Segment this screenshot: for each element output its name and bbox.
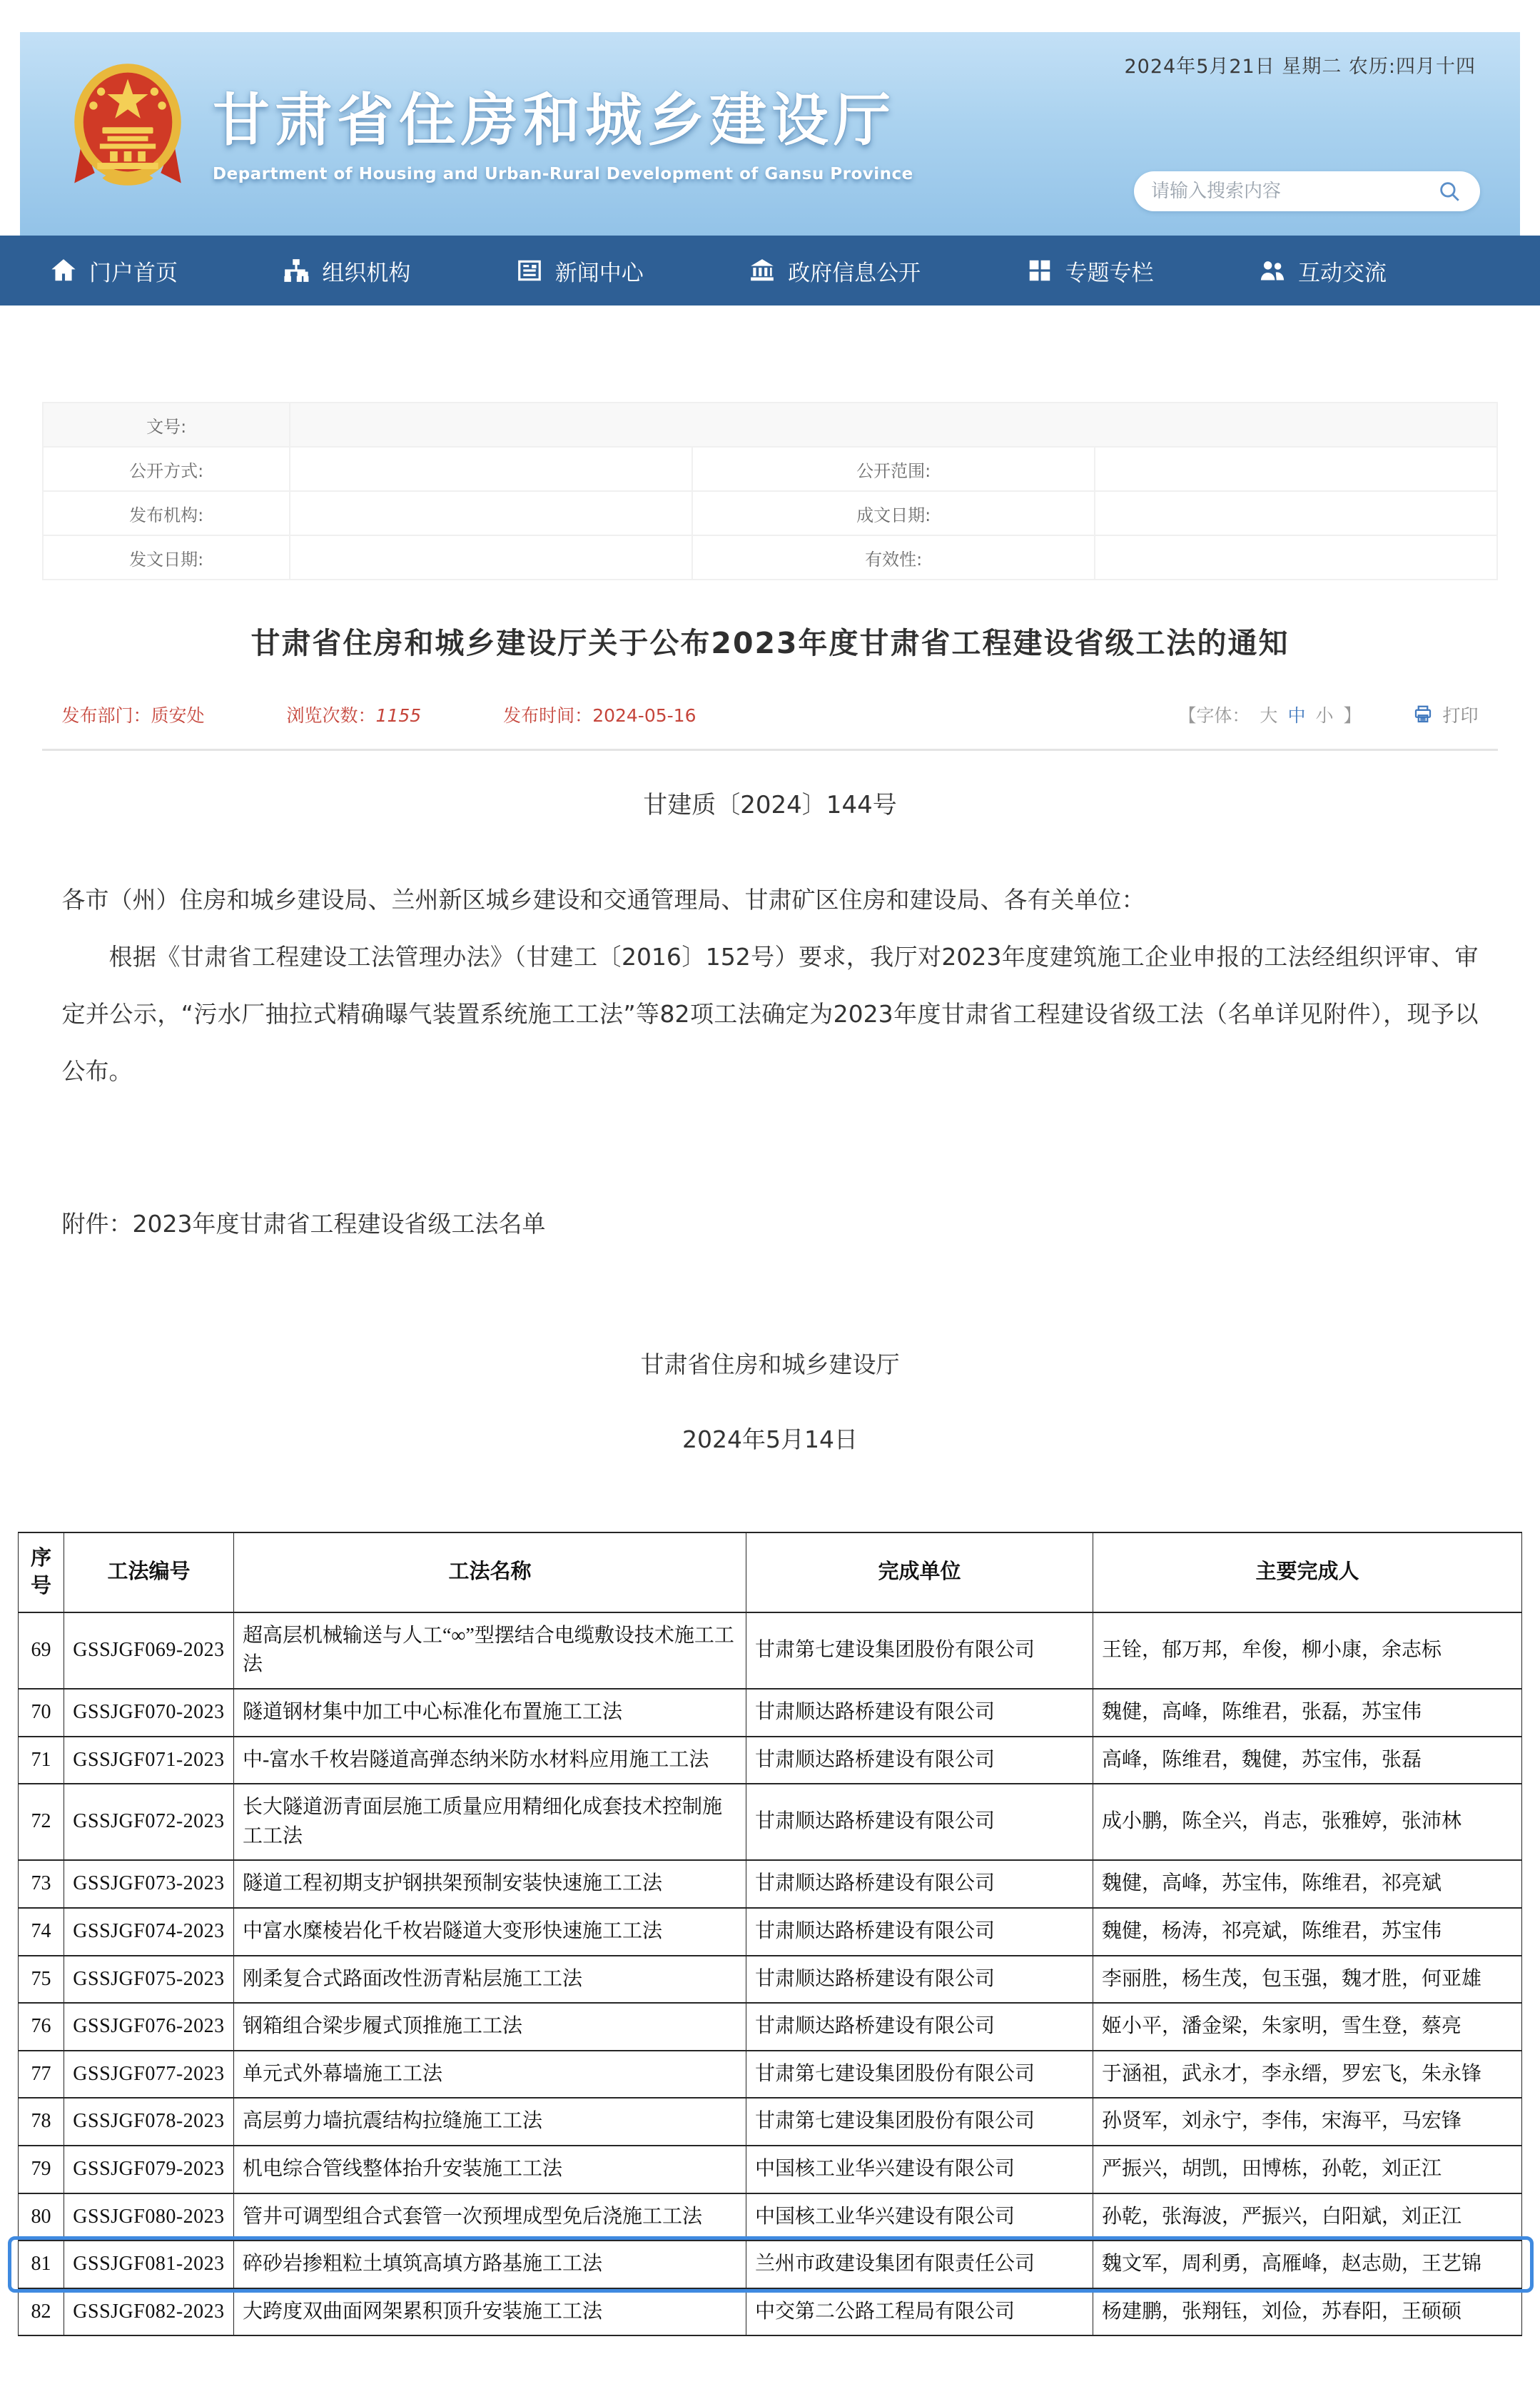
cell-unit: 兰州市政建设集团有限责任公司 <box>746 2241 1093 2288</box>
paragraph-main: 根据《甘肃省工程建设工法管理办法》（甘建工〔2016〕152号）要求，我厅对2023年度建筑施工企业申报的工法经组织评审、审定并公示，“污水厂抽拉式精确曝气装置系统施工工法”等82项工法确定为2023年度甘肃省工程建设省级工法（名单详见附件），现予以公布。 <box>61 942 1479 1085</box>
cell-people: 高峰，陈维君，魏健，苏宝伟，张磊 <box>1093 1737 1522 1784</box>
top-white-strip <box>0 0 1540 32</box>
cell-no: 70 <box>19 1689 64 1737</box>
cell-people: 姬小平，潘金梁，朱家明，雪生登，蔡亮 <box>1093 2003 1522 2051</box>
nav-label: 组织机构 <box>322 260 411 286</box>
font-ctrl-suffix: 】 <box>1343 704 1362 726</box>
section-divider <box>42 749 1498 751</box>
table-row <box>19 2241 1522 2288</box>
cell-no: 74 <box>19 1908 64 1956</box>
cell-code: GSSJGF081-2023 <box>64 2241 234 2288</box>
table-row <box>19 1908 1522 1956</box>
cell-unit: 甘肃顺达路桥建设有限公司 <box>746 2003 1093 2051</box>
cell-method-name: 高层剪力墙抗震结构拉缝施工工法 <box>234 2098 746 2146</box>
cell-unit: 甘肃顺达路桥建设有限公司 <box>746 1860 1093 1908</box>
national-emblem-logo <box>64 61 191 196</box>
nav-item-2[interactable] <box>283 255 410 287</box>
search-box <box>1134 171 1480 211</box>
site-brand <box>64 61 913 196</box>
cell-method-name: 钢箱组合梁步履式顶推施工工法 <box>234 2003 746 2051</box>
cell-people: 魏文军，周利勇，高雁峰，赵志勋，王艺锦 <box>1093 2241 1522 2288</box>
nav-item-4[interactable] <box>749 255 921 287</box>
cell-unit: 甘肃顺达路桥建设有限公司 <box>746 1737 1093 1784</box>
cell-code: GSSJGF074-2023 <box>64 1908 234 1956</box>
cell-unit: 中交第二公路工程局有限公司 <box>746 2288 1093 2336</box>
cell-people: 成小鹏，陈全兴，肖志，张雅婷，张沛林 <box>1093 1784 1522 1860</box>
field-label-issue-date: 发文日期: <box>43 535 290 580</box>
nav-label: 政府信息公开 <box>788 260 921 286</box>
nav-label: 专题专栏 <box>1065 260 1154 286</box>
cell-unit: 甘肃第七建设集团股份有限公司 <box>746 2051 1093 2099</box>
field-value-issuing-agency <box>290 491 692 535</box>
font-size-control <box>1178 702 1361 727</box>
table-row <box>19 1612 1522 1689</box>
article-title: 甘肃省住房和城乡建设厅关于公布2023年度甘肃省工程建设省级工法的通知 <box>250 626 1290 660</box>
table-row <box>19 2098 1522 2146</box>
cell-code: GSSJGF077-2023 <box>64 2051 234 2099</box>
field-value-open-method <box>290 447 692 491</box>
gov-icon <box>749 257 776 284</box>
field-label-issuing-agency: 发布机构: <box>43 491 290 535</box>
cell-people: 于涵祖，武永才，李永缙，罗宏飞，朱永锋 <box>1093 2051 1522 2099</box>
cell-people: 杨建鹏，张翔钰，刘俭，苏春阳，王硕硕 <box>1093 2288 1522 2336</box>
cell-no: 75 <box>19 1956 64 2004</box>
cell-method-name: 大跨度双曲面网架累积顶升安装施工工法 <box>234 2288 746 2336</box>
nav-item-3[interactable] <box>516 255 644 287</box>
date-text: 2024年5月21日 星期二 农历:四月十四 <box>1124 56 1476 78</box>
cell-people: 王铨，郁万邦，牟俊，柳小康，余志标 <box>1093 1612 1522 1689</box>
cell-code: GSSJGF070-2023 <box>64 1689 234 1737</box>
field-value-written-date <box>1095 491 1497 535</box>
cell-people: 孙贤军，刘永宁，李伟，宋海平，马宏锋 <box>1093 2098 1522 2146</box>
table-row <box>19 1737 1522 1784</box>
table-row <box>19 1956 1522 2004</box>
site-banner <box>20 32 1520 236</box>
search-input[interactable] <box>1151 181 1436 202</box>
article-body <box>62 872 1479 1100</box>
topics-icon <box>1026 257 1053 284</box>
cell-no: 71 <box>19 1737 64 1784</box>
cell-method-name: 刚柔复合式路面改性沥青粘层施工工法 <box>234 1956 746 2004</box>
cell-no: 79 <box>19 2146 64 2193</box>
table-row <box>19 2193 1522 2241</box>
cell-code: GSSJGF075-2023 <box>64 1956 234 2004</box>
document-meta-table <box>42 402 1498 580</box>
cell-people: 魏健，高峰，苏宝伟，陈维君，祁亮斌 <box>1093 1860 1522 1908</box>
cell-method-name: 中富水糜棱岩化千枚岩隧道大变形快速施工工法 <box>234 1908 746 1956</box>
print-button[interactable]: 打印 <box>1412 702 1478 727</box>
method-list-table-wrap <box>18 1532 1522 2337</box>
cell-code: GSSJGF071-2023 <box>64 1737 234 1784</box>
publish-time: 发布时间：2024-05-16 <box>503 704 696 726</box>
signature-block <box>0 1346 1540 1455</box>
view-count: 浏览次数：1155 <box>286 704 422 726</box>
cell-no: 80 <box>19 2193 64 2241</box>
field-label-open-method: 公开方式: <box>43 447 290 491</box>
nav-item-6[interactable] <box>1259 255 1387 287</box>
table-header-row <box>19 1532 1522 1612</box>
cell-no: 76 <box>19 2003 64 2051</box>
table-row <box>19 2003 1522 2051</box>
col-header-code: 工法编号 <box>64 1532 234 1612</box>
field-value-docnum <box>290 403 1497 447</box>
cell-method-name: 隧道钢材集中加工中心标准化布置施工工法 <box>234 1689 746 1737</box>
cell-people: 李丽胜，杨生茂，包玉强，魏才胜，何亚雄 <box>1093 1956 1522 2004</box>
cell-method-name: 长大隧道沥青面层施工质量应用精细化成套技术控制施工工法 <box>234 1784 746 1860</box>
cell-code: GSSJGF076-2023 <box>64 2003 234 2051</box>
cell-no: 73 <box>19 1860 64 1908</box>
cell-method-name: 单元式外幕墙施工工法 <box>234 2051 746 2099</box>
cell-unit: 甘肃顺达路桥建设有限公司 <box>746 1908 1093 1956</box>
field-label-docnum: 文号: <box>43 403 290 447</box>
table-row <box>19 1860 1522 1908</box>
printer-icon <box>1412 704 1434 725</box>
cell-unit: 甘肃第七建设集团股份有限公司 <box>746 2098 1093 2146</box>
col-header-unit: 完成单位 <box>746 1532 1093 1612</box>
cell-people: 严振兴，胡凯，田博栋，孙乾，刘正江 <box>1093 2146 1522 2193</box>
signer-name: 甘肃省住房和城乡建设厅 <box>640 1350 900 1378</box>
nav-item-5[interactable] <box>1026 255 1154 287</box>
org-icon <box>283 257 310 284</box>
col-header-name: 工法名称 <box>234 1532 746 1612</box>
cell-code: GSSJGF079-2023 <box>64 2146 234 2193</box>
font-small-button[interactable]: 小 <box>1315 704 1334 726</box>
cell-code: GSSJGF069-2023 <box>64 1612 234 1689</box>
cell-people: 魏健，杨涛，祁亮斌，陈维君，苏宝伟 <box>1093 1908 1522 1956</box>
article-meta-row <box>62 702 1479 727</box>
cell-method-name: 超高层机械输送与人工“∞”型摆结合电缆敷设技术施工工法 <box>234 1612 746 1689</box>
site-subtitle: Department of Housing and Urban-Rural Development of Gansu Province <box>213 164 913 183</box>
home-icon <box>50 257 77 284</box>
cell-code: GSSJGF072-2023 <box>64 1784 234 1860</box>
font-ctrl-prefix: 【字体： <box>1178 704 1250 726</box>
cell-code: GSSJGF078-2023 <box>64 2098 234 2146</box>
table-row <box>19 2288 1522 2336</box>
document-number: 甘建质〔2024〕144号 <box>643 790 897 819</box>
cell-people: 魏健，高峰，陈维君，张磊，苏宝伟 <box>1093 1689 1522 1737</box>
news-icon <box>516 257 543 284</box>
field-value-open-scope <box>1095 447 1497 491</box>
cell-unit: 中国核工业华兴建设有限公司 <box>746 2193 1093 2241</box>
cell-no: 78 <box>19 2098 64 2146</box>
cell-unit: 甘肃顺达路桥建设有限公司 <box>746 1784 1093 1860</box>
cell-no: 81 <box>19 2241 64 2288</box>
field-value-validity <box>1095 535 1497 580</box>
nav-item-1[interactable] <box>50 255 178 287</box>
cell-no: 72 <box>19 1784 64 1860</box>
interact-icon <box>1259 257 1286 284</box>
cell-method-name: 管井可调型组合式套管一次预埋成型免后浇施工工法 <box>234 2193 746 2241</box>
nav-label: 新闻中心 <box>554 260 644 286</box>
attachment-line: 附件：2023年度甘肃省工程建设省级工法名单 <box>61 1209 546 1238</box>
nav-label: 门户首页 <box>89 260 178 286</box>
cell-unit: 甘肃顺达路桥建设有限公司 <box>746 1689 1093 1737</box>
cell-no: 69 <box>19 1612 64 1689</box>
field-label-open-scope: 公开范围: <box>692 447 1095 491</box>
field-label-written-date: 成文日期: <box>692 491 1095 535</box>
cell-unit: 甘肃顺达路桥建设有限公司 <box>746 1956 1093 2004</box>
cell-method-name: 机电综合管线整体抬升安装施工工法 <box>234 2146 746 2193</box>
field-label-validity: 有效性: <box>692 535 1095 580</box>
cell-no: 77 <box>19 2051 64 2099</box>
publish-dept: 发布部门：质安处 <box>61 704 205 726</box>
method-list-table <box>18 1532 1522 2337</box>
cell-code: GSSJGF073-2023 <box>64 1860 234 1908</box>
search-icon[interactable] <box>1436 178 1463 205</box>
font-large-button[interactable]: 大 <box>1260 704 1278 726</box>
field-value-issue-date <box>290 535 692 580</box>
paragraph-salutation: 各市（州）住房和城乡建设局、兰州新区城乡建设和交通管理局、甘肃矿区住房和建设局、各有关单位： <box>61 885 1145 914</box>
cell-code: GSSJGF082-2023 <box>64 2288 234 2336</box>
cell-code: GSSJGF080-2023 <box>64 2193 234 2241</box>
site-title: 甘肃省住房和城乡建设厅 <box>213 86 896 153</box>
cell-no: 82 <box>19 2288 64 2336</box>
col-header-no: 序号 <box>19 1532 64 1612</box>
table-row <box>19 2146 1522 2193</box>
cell-method-name: 隧道工程初期支护钢拱架预制安装快速施工工法 <box>234 1860 746 1908</box>
table-row <box>19 1784 1522 1860</box>
cell-unit: 中国核工业华兴建设有限公司 <box>746 2146 1093 2193</box>
font-medium-button[interactable]: 中 <box>1287 704 1306 726</box>
cell-unit: 甘肃第七建设集团股份有限公司 <box>746 1612 1093 1689</box>
table-row <box>19 2051 1522 2099</box>
cell-people: 孙乾，张海波，严振兴，白阳斌，刘正江 <box>1093 2193 1522 2241</box>
cell-method-name: 中-富水千枚岩隧道高弹态纳米防水材料应用施工工法 <box>234 1737 746 1784</box>
table-row <box>19 1689 1522 1737</box>
col-header-people: 主要完成人 <box>1093 1532 1522 1612</box>
cell-method-name: 碎砂岩掺粗粒土填筑高填方路基施工工法 <box>234 2241 746 2288</box>
nav-label: 互动交流 <box>1297 260 1387 286</box>
main-nav <box>0 236 1540 305</box>
sign-date: 2024年5月14日 <box>682 1425 858 1453</box>
